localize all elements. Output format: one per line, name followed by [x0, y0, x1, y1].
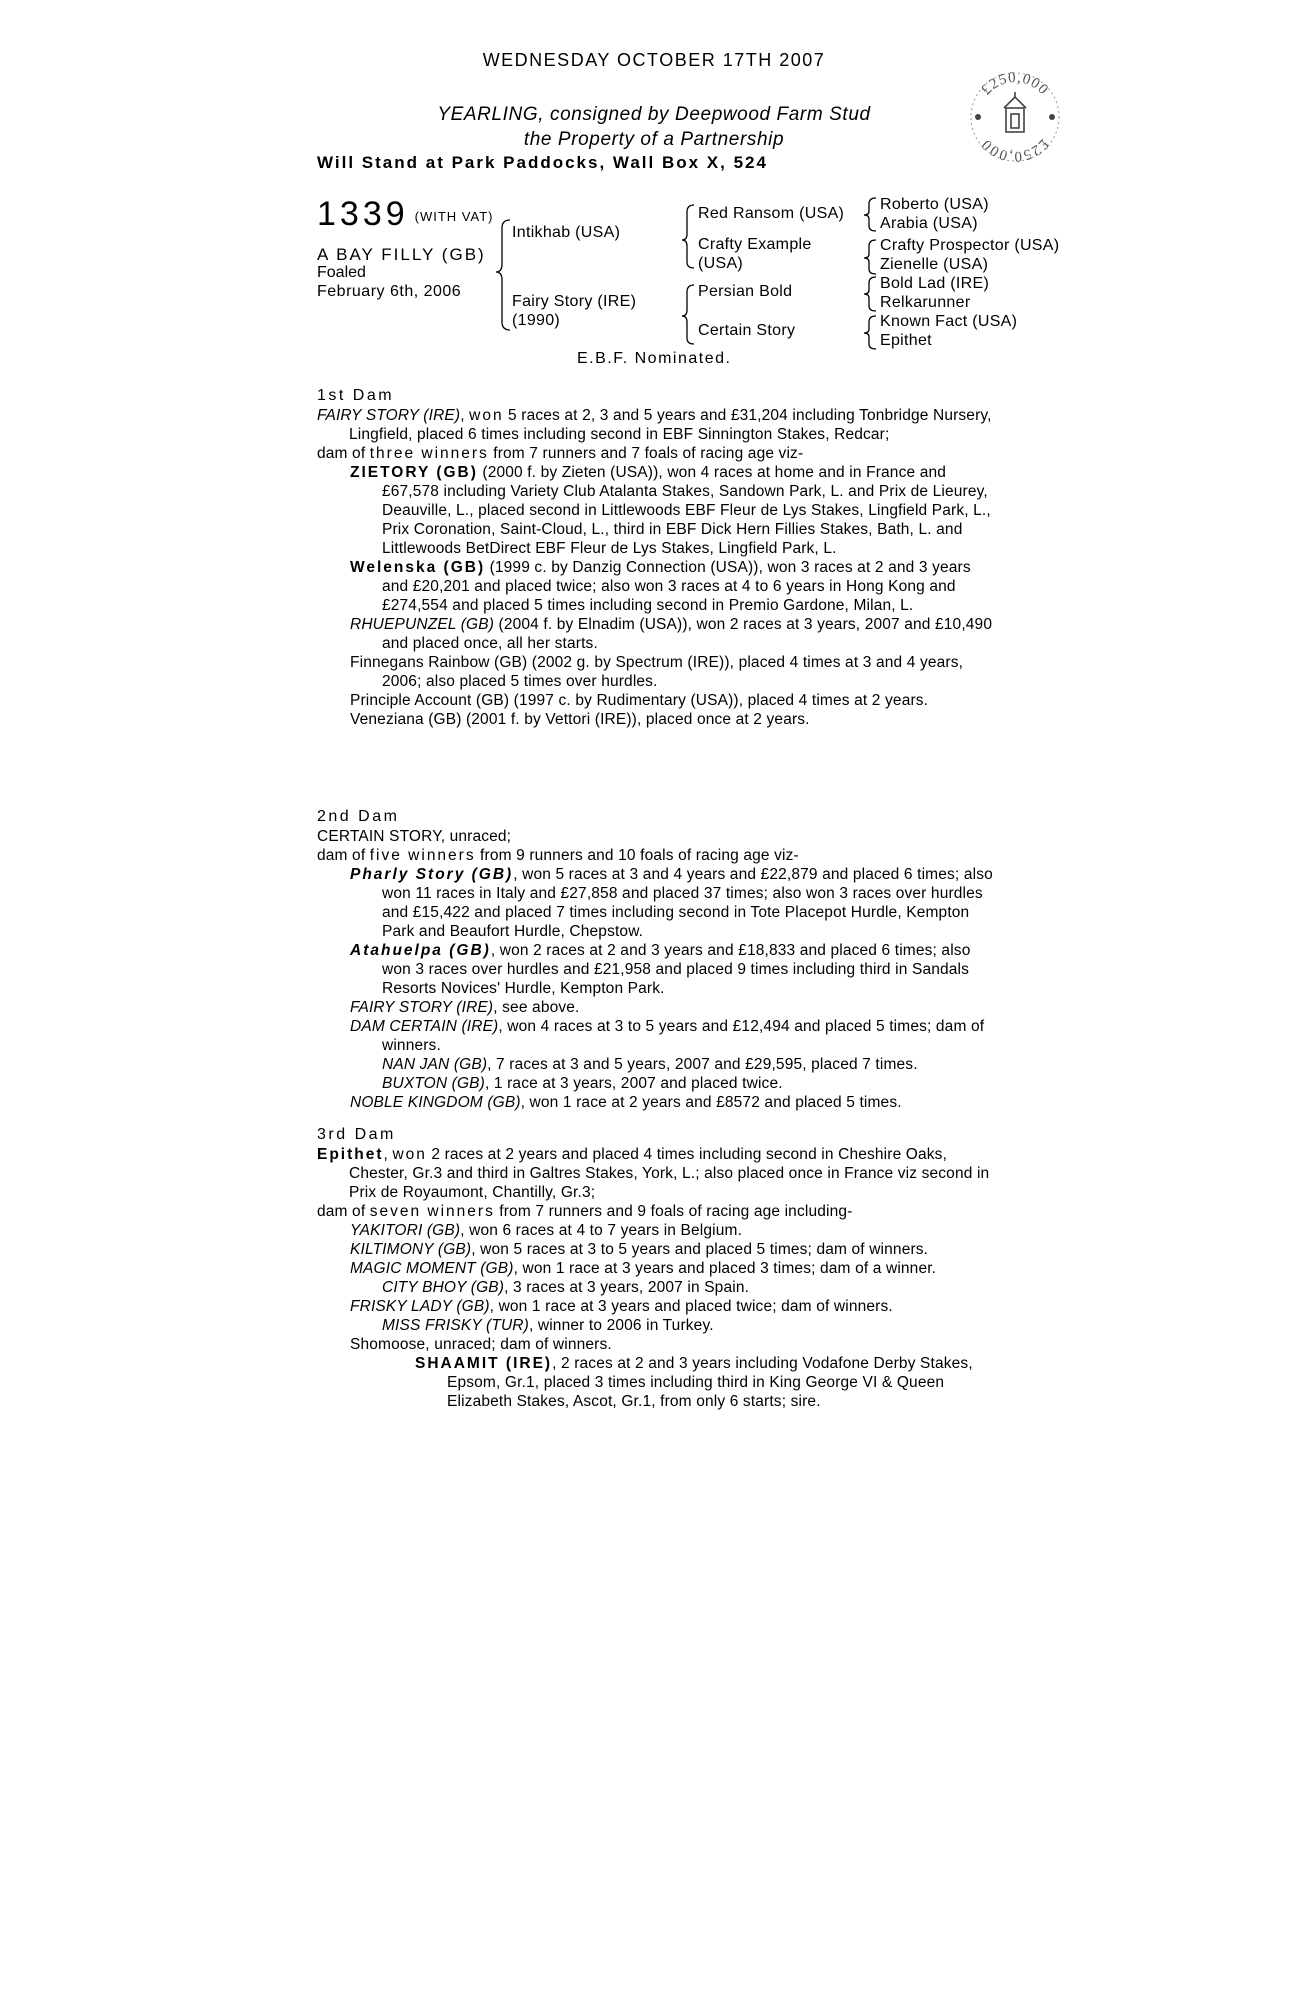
record-text: , 2 races at 2 and 3 years including Vodafone Derby Stakes, Epsom, Gr.1, placed 3 times including third in King George VI & Queen Elizabeth Stakes, Ascot, Gr.1, from only 6 starts; sire.: [447, 1355, 973, 1410]
record-text: , won 6 races at 4 to 7 years in Belgium.: [460, 1222, 743, 1239]
horse-name: Welenska (GB): [350, 559, 486, 576]
pedigree-g4: Zienelle (USA): [880, 256, 989, 273]
pedigree-sire-sire: Red Ransom (USA): [698, 205, 845, 222]
record-text: , 3 races at 3 years, 2007 in Spain.: [504, 1279, 750, 1296]
horse-name: NAN JAN (GB): [382, 1056, 488, 1073]
offspring-entry: [317, 1221, 997, 1240]
horse-name: DAM CERTAIN (IRE): [350, 1018, 499, 1035]
winners-count: five winners: [369, 847, 476, 864]
pedigree-g5: Bold Lad (IRE): [880, 275, 990, 292]
record-text: , winner to 2006 in Turkey.: [528, 1317, 714, 1334]
pedigree-dam-sire: Persian Bold: [698, 283, 793, 300]
record-text: , won 1 race at 2 years and £8572 and placed 5 times.: [520, 1094, 902, 1111]
record-text: , won 2 races at 2 and 3 years and £18,833 and placed 6 times; also won 3 races over hurdles and £21,958 and placed 9 times including third in Sandals Resorts Novices' Hurdle, Kempton Park.: [382, 942, 971, 997]
produce-prefix: dam of: [317, 445, 370, 462]
horse-name: RHUEPUNZEL (GB): [350, 616, 495, 633]
produce-prefix: dam of: [317, 847, 370, 864]
horse-name: MAGIC MOMENT (GB): [350, 1260, 514, 1277]
produce-suffix: from 9 runners and 10 foals of racing age viz-: [475, 847, 799, 864]
record-text: , won 4 races at 3 to 5 years and £12,494 and placed 5 times; dam of winners.: [382, 1018, 985, 1054]
horse-name: NOBLE KINGDOM (GB): [350, 1094, 521, 1111]
horse-name: YAKITORI (GB): [350, 1222, 461, 1239]
seal-text-top: £250,000: [978, 70, 1052, 99]
record-text: (2004 f. by Elnadim (USA)), won 2 races at 3 years, 2007 and £10,490 and placed once, all her starts.: [382, 616, 993, 652]
foaled-label: Foaled: [317, 264, 366, 281]
offspring-entry: [317, 1017, 997, 1055]
record-text: , won 1 race at 3 years and placed 3 times; dam of a winner.: [513, 1260, 937, 1277]
record-text: (2000 f. by Zieten (USA)), won 4 races at home and in France and £67,578 including Variety Club Atalanta Stakes, Sandown Park, L. and Prix de Lieurey, Deauville, L., placed second in Littlewoods EBF Fleur de Lys Stakes, Lingfield Park, L., Prix Coronation, Saint-Cloud, L., third in EBF Dick Hern Fillies Stakes, Bath, L. and Littlewoods BetDirect EBF Fleur de Lys Stakes, Lingfield Park, L.: [382, 464, 991, 557]
offspring-entry: [317, 998, 997, 1017]
offspring-entry: [317, 865, 997, 941]
pedigree-dam-dam: Certain Story: [698, 322, 796, 339]
seal-text-bottom: £250,000: [978, 135, 1052, 164]
record-text: 2 races at 2 years and placed 4 times including second in Cheshire Oaks, Chester, Gr.3 and third in Galtres Stakes, York, L.; also placed once in France viz second in Prix de Royaumont, Chantilly, Gr.3;: [349, 1146, 990, 1201]
horse-name: FAIRY STORY (IRE): [317, 407, 461, 424]
sale-date: WEDNESDAY OCTOBER 17TH 2007: [482, 50, 826, 70]
record-text: , see above.: [493, 999, 580, 1016]
horse-name: Atahuelpa (GB): [350, 942, 491, 959]
first-dam-record: FAIRY STORY (IRE), won 5 races at 2, 3 and 5 years and £31,204 including Tonbridge Nursery, Lingfield, placed 6 times including second in EBF Sinnington Stakes, Redcar;: [317, 407, 992, 443]
won-text: won: [469, 407, 504, 424]
second-dam-produce: [317, 846, 997, 865]
pedigree-g6: Relkarunner: [880, 294, 971, 311]
record-text: , won 5 races at 3 to 5 years and placed 5 times; dam of winners.: [471, 1241, 929, 1258]
offspring-entry: [317, 1240, 997, 1259]
horse-name: Pharly Story (GB): [350, 866, 514, 883]
offspring-entry: [317, 615, 997, 653]
horse-name: CITY BHOY (GB): [382, 1279, 505, 1296]
record-text: , won 5 races at 3 and 4 years and £22,879 and placed 6 times; also won 11 races in Italy and £27,858 and placed 37 times; also won 3 races over hurdles and £15,422 and placed 7 times including second in Tote Placepot Hurdle, Kempton Park and Beaufort Hurdle, Chepstow.: [382, 866, 993, 940]
ebf-nominated: E.B.F. Nominated.: [577, 350, 732, 367]
produce-prefix: dam of: [317, 1203, 370, 1220]
offspring-entry: Shomoose, unraced; dam of winners.: [350, 1336, 612, 1353]
pedigree-g7: Known Fact (USA): [880, 313, 1018, 330]
offspring-entry: [317, 1259, 997, 1278]
first-dam-produce: [317, 444, 997, 463]
pedigree-g8: Epithet: [880, 332, 932, 349]
offspring-entry: [317, 558, 997, 615]
stand-location: Will Stand at Park Paddocks, Wall Box X, 524: [317, 153, 768, 172]
offspring-entry: Veneziana (GB) (2001 f. by Vettori (IRE)), placed once at 2 years.: [350, 711, 810, 728]
produce-suffix: from 7 runners and 7 foals of racing age viz-: [488, 445, 804, 462]
pedigree-sire: Intikhab (USA): [512, 224, 621, 241]
lot-description: A BAY FILLY (GB): [317, 245, 486, 264]
foaled-date: February 6th, 2006: [317, 283, 462, 300]
horse-name: MISS FRISKY (TUR): [382, 1317, 529, 1334]
horse-name: ZIETORY (GB): [350, 464, 478, 481]
grand-offspring-entry: [317, 1278, 997, 1297]
horse-name: Epithet: [317, 1146, 384, 1163]
vat-note: (WITH VAT): [414, 208, 494, 224]
second-dam-record: CERTAIN STORY, unraced;: [317, 828, 512, 845]
pedigree-dam-year: (1990): [512, 312, 561, 329]
third-dam-section: [317, 1145, 997, 1411]
horse-name: BUXTON (GB): [382, 1075, 485, 1092]
produce-suffix: from 7 runners and 9 foals of racing age including-: [494, 1203, 853, 1220]
grand-offspring-entry: [317, 1354, 997, 1411]
offspring-entry: [317, 1297, 997, 1316]
grand-offspring-entry: [317, 1055, 997, 1074]
offspring-entry: Finnegans Rainbow (GB) (2002 g. by Spectrum (IRE)), placed 4 times at 3 and 4 years, 2006; also placed 5 times over hurdles.: [350, 654, 964, 690]
first-dam-section: [317, 406, 997, 729]
record-text: , 1 race at 3 years, 2007 and placed twice.: [484, 1075, 783, 1092]
lot-number: 1339: [317, 195, 409, 233]
pedigree-g2: Arabia (USA): [880, 215, 978, 232]
pedigree-g1: Roberto (USA): [880, 196, 989, 213]
second-dam-heading: 2nd Dam: [317, 808, 400, 825]
offspring-entry: [317, 941, 997, 998]
grand-offspring-entry: [317, 1316, 997, 1335]
first-dam-heading: 1st Dam: [317, 387, 395, 404]
horse-name: FRISKY LADY (GB): [350, 1298, 490, 1315]
pedigree-g3: Crafty Prospector (USA): [880, 237, 1060, 254]
horse-name: KILTIMONY (GB): [350, 1241, 472, 1258]
record-text: , won 1 race at 3 years and placed twice; dam of winners.: [489, 1298, 893, 1315]
offspring-entry: [317, 463, 997, 558]
horse-name: SHAAMIT (IRE): [415, 1355, 553, 1372]
offspring-entry: [317, 1093, 997, 1112]
third-dam-heading: 3rd Dam: [317, 1126, 396, 1143]
third-dam-produce: [317, 1202, 997, 1221]
winners-count: three winners: [369, 445, 489, 462]
pedigree-dam-name: Fairy Story (IRE): [512, 293, 637, 310]
offspring-entry: Principle Account (GB) (1997 c. by Rudimentary (USA)), placed 4 times at 2 years.: [350, 692, 929, 709]
pedigree-sire-dam-1: Crafty Example: [698, 236, 812, 253]
consignor-line: YEARLING, consigned by Deepwood Farm Stud: [437, 104, 871, 125]
property-line: the Property of a Partnership: [523, 129, 785, 150]
winners-count: seven winners: [369, 1203, 495, 1220]
grand-offspring-entry: [317, 1074, 997, 1093]
third-dam-record: Epithet, won 2 races at 2 years and placed 4 times including second in Cheshire Oaks, Chester, Gr.3 and third in Galtres Stakes, York, L.; also placed once in France viz second in Prix de Royaumont, Chantilly, Gr.3;: [317, 1146, 990, 1201]
pedigree-braces: [0, 0, 1308, 360]
record-text: , 7 races at 3 and 5 years, 2007 and £29,595, placed 7 times.: [487, 1056, 918, 1073]
record-text: (1999 c. by Danzig Connection (USA)), won 3 races at 2 and 3 years and £20,201 and placed twice; also won 3 races at 4 to 6 years in Hong Kong and £274,554 and placed 5 times including second in Premio Gardone, Milan, L.: [382, 559, 971, 614]
horse-name: FAIRY STORY (IRE): [350, 999, 494, 1016]
record-text: 5 races at 2, 3 and 5 years and £31,204 including Tonbridge Nursery, Lingfield, placed 6 times including second in EBF Sinnington Stakes, Redcar;: [349, 407, 992, 443]
won-text: won: [392, 1146, 427, 1163]
second-dam-section: [317, 827, 997, 1112]
pedigree-sire-dam-2: (USA): [698, 255, 744, 272]
